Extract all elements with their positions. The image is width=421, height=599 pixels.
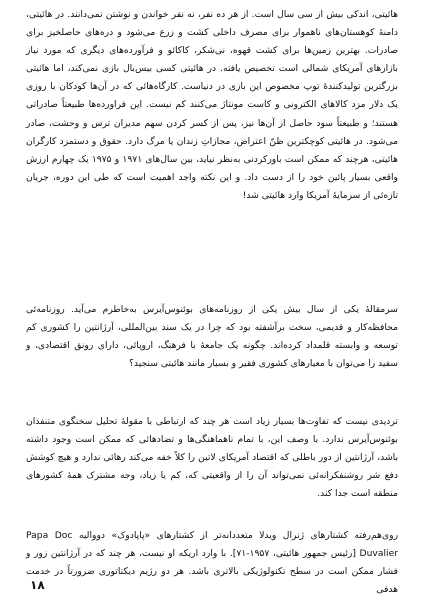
page-number: ۱۸ [30, 578, 45, 592]
paragraph-2: سرمقالهٔ یکی از سال بیش یکی از روزنامه‌های بوئنوس‌آیرس به‌خاطرم می‌آید. روزنامه‌ئی محافظه‌کار و قدیمی، سخت برآشفته بود که چرا در یک سند بین‌المللی، آرژانتین را کشوری کم توسعه و وابسته قلمداد کرده‌اند. چگونه یک جامعهٔ با فرهنگ، اروپائی، دارای رونق اقتصادی، و سفید را می‌توان با معیارهای کشوری فقیر و بسیار مانند هائیتی سنجید؟ [26, 304, 398, 370]
paragraph-3: تردیدی نیست که تفاوت‌ها بسیار زیاد است هر چند که ارتباطی با مقولهٔ تحلیل سخنگوی متنفذان بوئنوس‌آیرس ندارد. با وصف این، با تمام ناهماهنگی‌ها و تضادهائی که ممکن است وجود داشته باشد، آرژانتین از دور باطلی که اقتصاد آمریکای لاتین را کلاً خفه می‌کند رهائی ندارد و هیچ کوشش دفع شر روشنفکرانه‌ئی نمی‌تواند آن را از واقعیتی که، کم یا زیاد، وجه مشترک همهٔ کشورهای منطقه است جدا کند. [26, 416, 398, 500]
paragraph-4: روی‌هم‌رفته کشتارهای ژنرال ویدلا متعددانه‌تر از کشتارهای «پاپادوک» دووالیه Papa Doc Duvalier [رئیس جمهور هائیتی، ۱۹۵۷-۷۱]. با وارد اریکه او نیست، هر چند که در آرژانتین زور و فشار ممکن است در سطح تکنولوژیکی بالاتری باشد. هر دو رژیم دیکتاتوری ضرورتاً در خدمت هدفی [26, 530, 399, 596]
paragraph-1: هائیتی، اندکی بیش از سی سال است. از هر ده نفر، نه نفر خواندن و نوشتن نمی‌دانند. در هائیتی، دامنهٔ کوهستان‌های ناهموار برای مصرف داخلی کشت و زرع می‌شود و دره‌های حاصلخیز برای صادرات. بهترین زمین‌ها برای کشت قهوه، نی‌شکر، کاکائو و فرآورده‌های دیگری که مورد نیاز بازارهای آمریکای شمالی است تخصیص یافته. در هائیتی کسی بیس‌بال بازی نمی‌کند، اما هائیتی بزرگترین تولیدکنندهٔ توپ مخصوص این بازی در دنیاست. کارگاه‌هائی که در آن‌ها کودکان با روزی یک دلار مزد کالاهای الکترونی و کاست مونتاژ می‌کنند کم نیست. این فراورده‌ها طبیعتاً صادراتی هستند؛ و طبیعتاً سود حاصل از آن‌ها نیز، پس از کسر کردن سهم مدیران ترس و وحشت، صادر می‌شود. در هائیتی کوچکترین ظنّ اعتراض، مجازاتِ زندان یا مرگ دارد. حقوق و دستمزد کارگران هائیتی، هرچند که ممکن است باورکردنی به‌نظر نیاید، بین سال‌های ۱۹۷۱ و ۱۹۷۵ یک چهارم ارزش واقعی بسیار پائین خود را از دست داد. و این نکته واجد اهمیت است که طی این دوره، جریان تازه‌ئی از سرمایهٔ آمریکا وارد هائیتی شد! [26, 9, 398, 201]
